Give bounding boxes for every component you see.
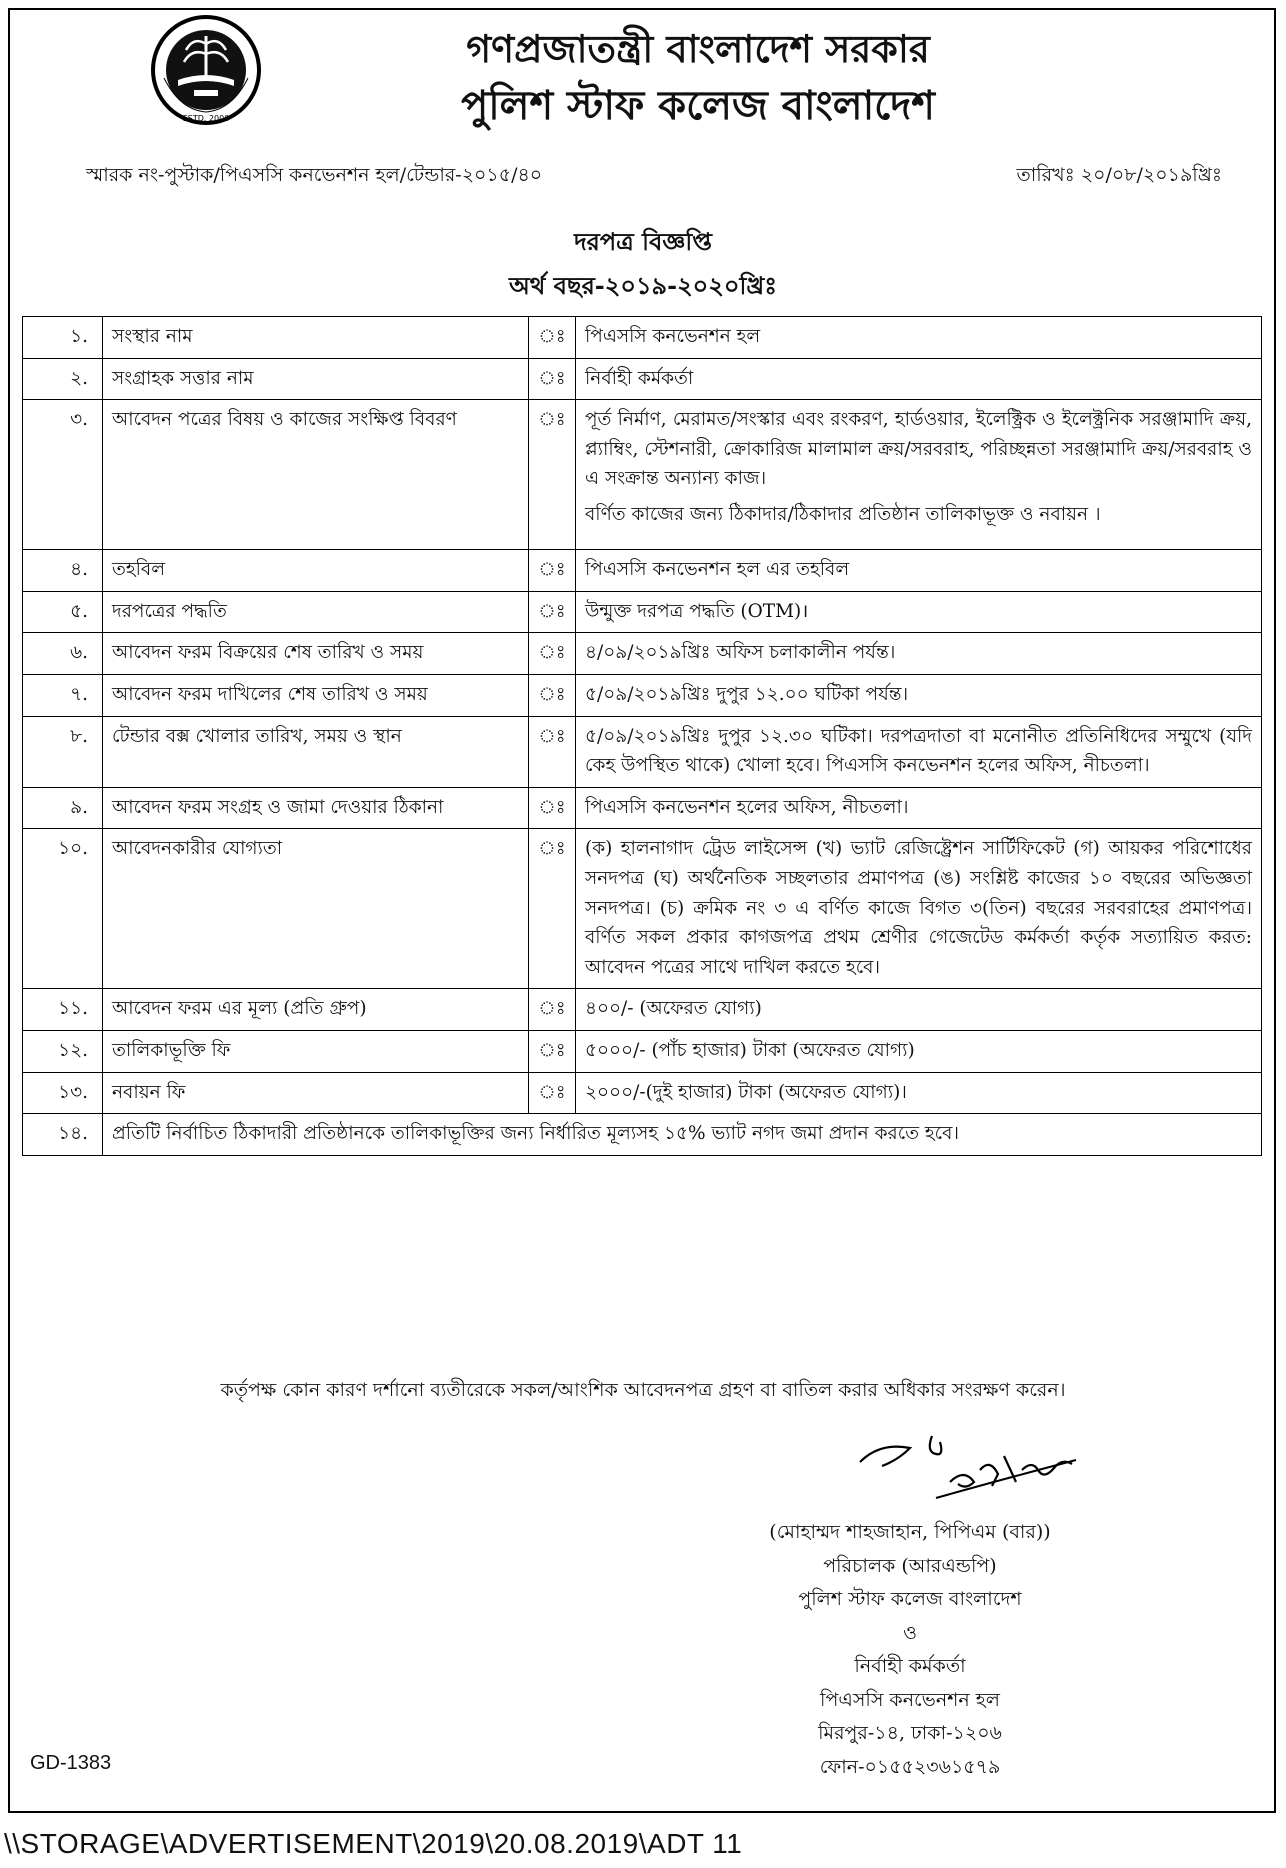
row-value: ৫/০৯/২০১৯খ্রিঃ দুপুর ১২.৩০ ঘটিকা। দরপত্রদাতা বা মনোনীত প্রতিনিধিদের সম্মুখে (যদি কেহ উপস্থিত থাকে) খোলা হবে। পিএসসি কনভেনশন হলের অফিস, নীচতলা। — [576, 716, 1262, 787]
signatory-organization-2: পিএসসি কনভেনশন হল — [820, 1688, 1000, 1711]
row-value: ৪০০/- (অফেরত যোগ্য) — [576, 989, 1262, 1031]
signatory-name: (মোহাম্মদ শাহজাহান, পিপিএম (বার)) — [769, 1521, 1051, 1543]
row-value: পিএসসি কনভেনশন হল — [576, 317, 1262, 359]
gd-code: GD-1383 — [30, 1752, 112, 1774]
table-row — [23, 358, 1262, 400]
tender-details-table — [22, 316, 1262, 1156]
serial-number: ১০. — [23, 829, 103, 989]
signature-block — [700, 1516, 1120, 1784]
row-value — [576, 400, 1262, 550]
row-colon: ঃ — [529, 1072, 576, 1114]
table-row — [23, 829, 1262, 989]
signatory-organization: পুলিশ স্টাফ কলেজ বাংলাদেশ — [798, 1588, 1022, 1610]
serial-number: ২. — [23, 358, 103, 400]
authority-reservation-note: কর্তৃপক্ষ কোন কারণ দর্শানো ব্যতীরেকে সকল/আংশিক আবেদনপত্র গ্রহণ বা বাতিল করার অধিকার সংরক্ষণ করেন। — [220, 1379, 1066, 1401]
table-row — [23, 1072, 1262, 1114]
row-label: টেন্ডার বক্স খোলার তারিখ, সময় ও স্থান — [103, 716, 529, 787]
row-label: আবেদন ফরম এর মূল্য (প্রতি গ্রুপ) — [103, 989, 529, 1031]
row-value: পিএসসি কনভেনশন হল এর তহবিল — [576, 550, 1262, 592]
row-colon: ঃ — [529, 550, 576, 592]
row-colon: ঃ — [529, 989, 576, 1031]
row-label: আবেদন ফরম বিক্রয়ের শেষ তারিখ ও সময় — [103, 633, 529, 675]
row-label: নবায়ন ফি — [103, 1072, 529, 1114]
serial-number: ৫. — [23, 591, 103, 633]
storage-path: \\STORAGE\ADVERTISEMENT\2019\20.08.2019\ADT 11 — [4, 1828, 743, 1859]
row-value: নির্বাহী কর্মকর্তা — [576, 358, 1262, 400]
row-full-text: প্রতিটি নির্বাচিত ঠিকাদারী প্রতিষ্ঠানকে তালিকাভূক্তির জন্য নির্ধারিত মূল্যসহ ১৫% ভ্যাট নগদ জমা প্রদান করতে হবে। — [103, 1114, 1262, 1156]
conjunction: ও — [903, 1621, 917, 1644]
row-value: পিএসসি কনভেনশন হলের অফিস, নীচতলা। — [576, 787, 1262, 829]
row-label: তালিকাভূক্তি ফি — [103, 1030, 529, 1072]
serial-number: ১২. — [23, 1030, 103, 1072]
signatory-designation: পরিচালক (আরএন্ডপি) — [823, 1554, 997, 1577]
row-value-paragraph: পূর্ত নির্মাণ, মেরামত/সংস্কার এবং রংকরণ, হার্ডওয়ার, ইলেক্ট্রিক ও ইলেক্ট্রনিক সরঞ্জামাদি ক্রয়, প্ল্যাম্বিং, স্টেশনারী, ক্রোকারিজ মালামাল ক্রয়/সরবরাহ, পরিচ্ছন্নতা সরঞ্জামাদি ক্রয়/সরবরাহ ও এ সংক্রান্ত অন্যান্য কাজ। — [585, 409, 1252, 490]
table-row — [23, 716, 1262, 787]
row-colon: ঃ — [529, 358, 576, 400]
row-value: (ক) হালনাগাদ ট্রেড লাইসেন্স (খ) ভ্যাট রেজিষ্ট্রেশন সার্টিফিকেট (গ) আয়কর পরিশোধের সনদপত্র (ঘ) অর্থনৈতিক সচ্ছলতার প্রমাণপত্র (ঙ) সংশ্লিষ্ট কাজের ১০ বছরের অভিজ্ঞতা সনদপত্র। (চ) ক্রমিক নং ৩ এ বর্ণিত কাজে বিগত ৩(তিন) বছরের সরবরাহের প্রমাণপত্র। বর্ণিত সকল প্রকার কাগজপত্র প্রথম শ্রেণীর গেজেটেড কর্মকর্তা কর্তৃক সত্যায়িত করত: আবেদন পত্রের সাথে দাখিল করতে হবে। — [576, 829, 1262, 989]
notice-date: তারিখঃ ২০/০৮/২০১৯খ্রিঃ — [1016, 164, 1222, 186]
table-row — [23, 400, 1262, 550]
row-value: ৫/০৯/২০১৯খ্রিঃ দুপুর ১২.০০ ঘটিকা পর্যন্ত। — [576, 674, 1262, 716]
table-row — [23, 317, 1262, 359]
row-label: আবেদন ফরম দাখিলের শেষ তারিখ ও সময় — [103, 674, 529, 716]
serial-number: ৯. — [23, 787, 103, 829]
table-row — [23, 787, 1262, 829]
row-colon: ঃ — [529, 317, 576, 359]
serial-number: ৮. — [23, 716, 103, 787]
serial-number: ৬. — [23, 633, 103, 675]
signatory-designation-2: নির্বাহী কর্মকর্তা — [854, 1655, 966, 1677]
serial-number: ৭. — [23, 674, 103, 716]
row-value: ৪/০৯/২০১৯খ্রিঃ অফিস চলাকালীন পর্যন্ত। — [576, 633, 1262, 675]
row-label: আবেদনকারীর যোগ্যতা — [103, 829, 529, 989]
row-colon: ঃ — [529, 591, 576, 633]
memo-number: স্মারক নং-পুস্টাক/পিএসসি কনভেনশন হল/টেন্ডার-২০১৫/৪০ — [86, 164, 543, 186]
table-row — [23, 989, 1262, 1031]
row-value: ৫০০০/- (পাঁচ হাজার) টাকা (অফেরত যোগ্য) — [576, 1030, 1262, 1072]
organization-heading: পুলিশ স্টাফ কলেজ বাংলাদেশ — [461, 82, 935, 129]
serial-number: ৩. — [23, 400, 103, 550]
government-heading: গণপ্রজাতন্ত্রী বাংলাদেশ সরকার — [466, 26, 930, 71]
row-colon: ঃ — [529, 1030, 576, 1072]
row-label: সংস্থার নাম — [103, 317, 529, 359]
row-value: উন্মুক্ত দরপত্র পদ্ধতি (OTM)। — [576, 591, 1262, 633]
row-colon: ঃ — [529, 716, 576, 787]
table-row — [23, 674, 1262, 716]
row-label: দরপত্রের পদ্ধতি — [103, 591, 529, 633]
serial-number: ১১. — [23, 989, 103, 1031]
serial-number: ১৩. — [23, 1072, 103, 1114]
row-colon: ঃ — [529, 400, 576, 550]
notice-title: দরপত্র বিজ্ঞপ্তি — [574, 227, 712, 256]
row-label: তহবিল — [103, 550, 529, 592]
row-colon: ঃ — [529, 829, 576, 989]
signatory-phone: ফোন-০১৫৫২৩৬১৫৭৯ — [819, 1755, 1001, 1778]
signatory-address: মিরপুর-১৪, ঢাকা-১২০৬ — [818, 1722, 1002, 1744]
table-row — [23, 550, 1262, 592]
table-row — [23, 633, 1262, 675]
row-value: ২০০০/-(দুই হাজার) টাকা (অফেরত যোগ্য)। — [576, 1072, 1262, 1114]
table-row — [23, 591, 1262, 633]
row-value-paragraph: বর্ণিত কাজের জন্য ঠিকাদার/ঠিকাদার প্রতিষ্ঠান তালিকাভূক্ত ও নবায়ন । — [585, 503, 1101, 525]
svg-text:ESTD. 2000: ESTD. 2000 — [182, 114, 230, 123]
row-label: সংগ্রাহক সত্তার নাম — [103, 358, 529, 400]
row-colon: ঃ — [529, 674, 576, 716]
serial-number: ১. — [23, 317, 103, 359]
row-label: আবেদন পত্রের বিষয় ও কাজের সংক্ষিপ্ত বিবরণ — [103, 400, 529, 550]
handwritten-signature — [840, 1430, 1080, 1510]
serial-number: ৪. — [23, 550, 103, 592]
table-row — [23, 1114, 1262, 1156]
fiscal-year: অর্থ বছর-২০১৯-২০২০খ্রিঃ — [509, 271, 777, 300]
serial-number: ১৪. — [23, 1114, 103, 1156]
row-colon: ঃ — [529, 787, 576, 829]
row-colon: ঃ — [529, 633, 576, 675]
row-label: আবেদন ফরম সংগ্রহ ও জামা দেওয়ার ঠিকানা — [103, 787, 529, 829]
table-row — [23, 1030, 1262, 1072]
